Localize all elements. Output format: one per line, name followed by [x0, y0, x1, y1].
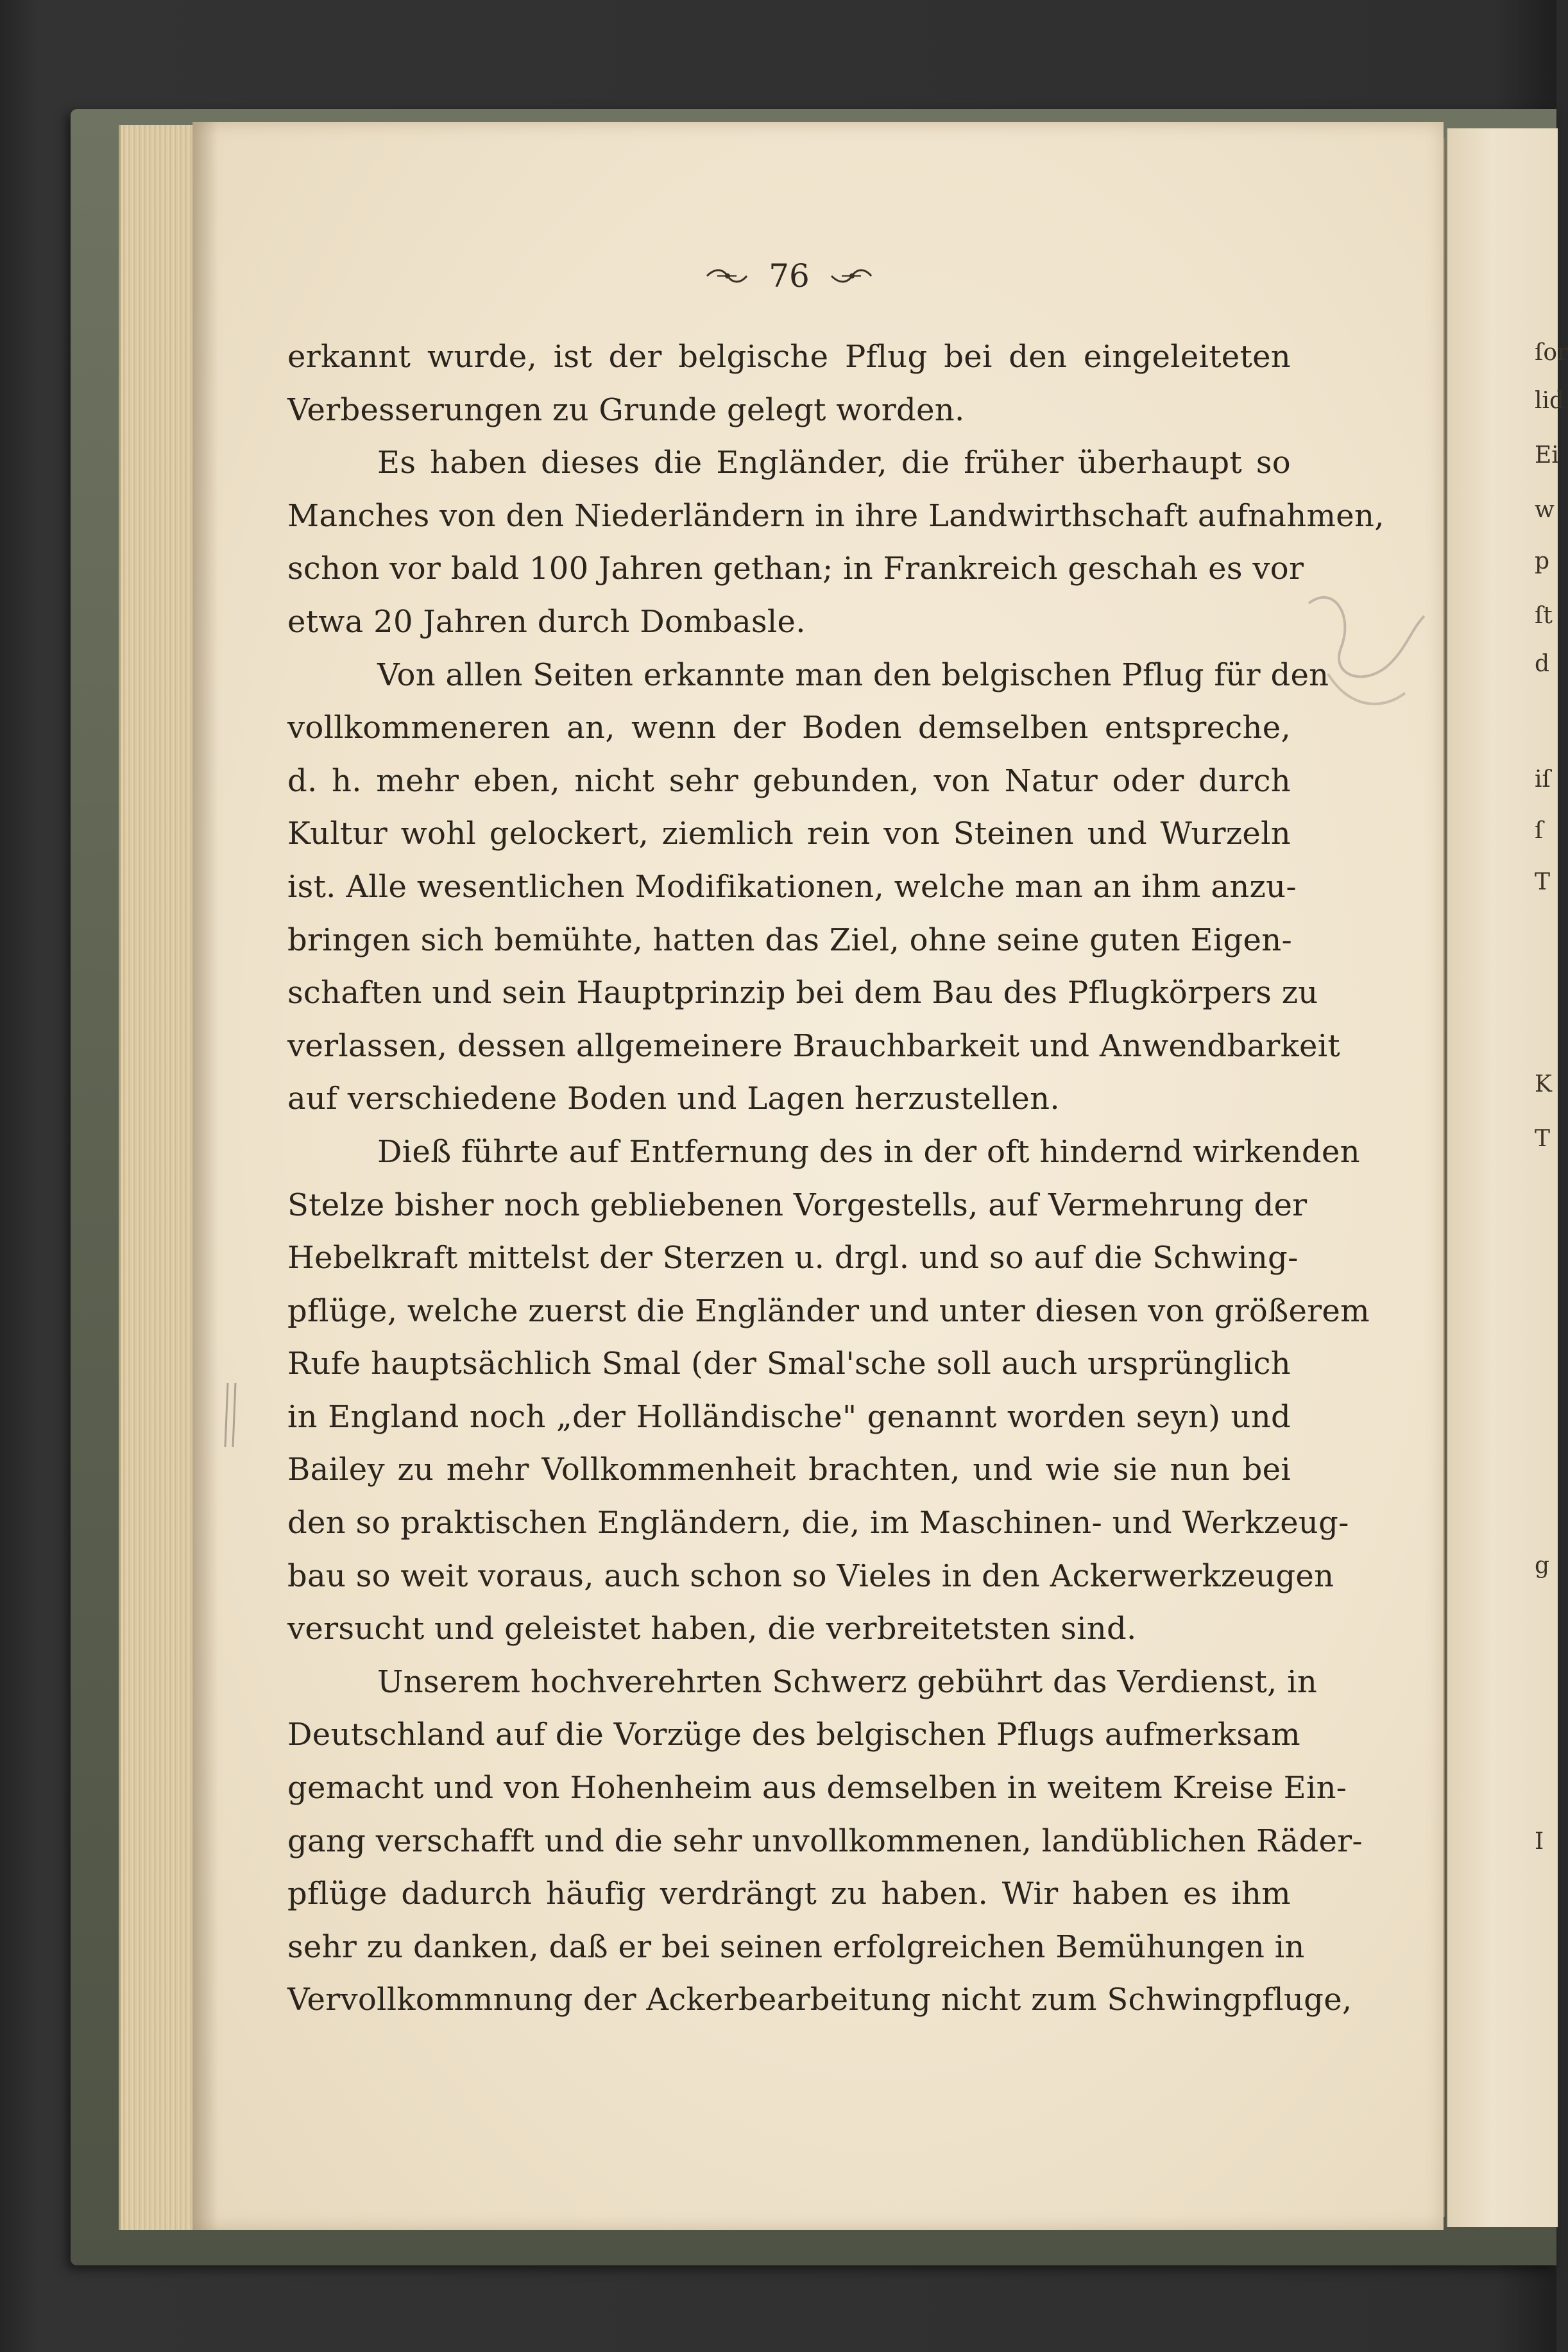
text-line: erkannt wurde, ist der belgische Pflug bei den eingeleiteten — [287, 339, 1291, 375]
text-line: sehr zu danken, daß er bei seinen erfolgreichen Bemühungen in — [287, 1928, 1305, 1965]
facing-page-letter: Ei — [1535, 442, 1559, 468]
text-line: in England noch „der Holländische" genannt worden seyn) und — [287, 1398, 1291, 1435]
text-line: ist. Alle wesentlichen Modifikationen, welche man an ihm anzu- — [287, 868, 1297, 905]
facing-page-letter: w — [1535, 497, 1555, 523]
text-line: bringen sich bemühte, hatten das Ziel, ohne seine guten Eigen- — [287, 922, 1292, 958]
text-line: schon vor bald 100 Jahren gethan; in Frankreich geschah es vor — [287, 551, 1304, 587]
text-line: etwa 20 Jahren durch Dombasle. — [287, 603, 806, 640]
facing-page-letter: T — [1535, 1126, 1551, 1152]
text-line: Dieß führte auf Entfernung des in der oft hindernd wirkenden — [377, 1133, 1360, 1170]
text-line: Stelze bisher noch gebliebenen Vorgestells, auf Vermehrung der — [287, 1187, 1308, 1223]
text-line: den so praktischen Engländern, die, im Maschinen- und Werkzeug- — [287, 1505, 1349, 1541]
text-line: versucht und geleistet haben, die verbreitetsten sind. — [287, 1611, 1137, 1647]
text-line: Manches von den Niederländern in ihre Landwirthschaft aufnahmen, — [287, 497, 1385, 534]
text-line: gemacht und von Hohenheim aus demselben in weitem Kreise Ein- — [287, 1770, 1347, 1807]
text-line: Bailey zu mehr Vollkommenheit brachten, und wie sie nun bei — [287, 1452, 1291, 1488]
right-ornament-icon — [829, 264, 874, 288]
pencil-scribble-icon — [1296, 578, 1437, 732]
page-edge-stack — [119, 125, 198, 2230]
text-line: Unserem hochverehrten Schwerz gebührt das Verdienst, in — [377, 1663, 1318, 1700]
facing-page-letter: iſ — [1535, 766, 1551, 793]
text-line: Deutschland auf die Vorzüge des belgischen Pflugs aufmerksam — [287, 1717, 1300, 1753]
facing-page-letter: g — [1535, 1552, 1550, 1579]
text-line: Es haben dieses die Engländer, die früher überhaupt so — [377, 445, 1291, 481]
text-line: Kultur wohl gelockert, ziemlich rein von Steinen und Wurzeln — [287, 816, 1291, 852]
page-number: 76 — [769, 257, 810, 295]
body-text — [287, 330, 1385, 2027]
facing-page-letter: ſor — [1535, 339, 1568, 366]
facing-page-letter: d — [1535, 651, 1550, 677]
text-line: gang verschafft und die sehr unvollkommenen, landüblichen Räder- — [287, 1823, 1363, 1859]
text-line: d. h. mehr eben, nicht sehr gebunden, von Natur oder durch — [287, 762, 1291, 799]
facing-page-letter: K — [1535, 1071, 1552, 1097]
text-line: Verbesserungen zu Grunde gelegt worden. — [287, 391, 965, 428]
text-line: vollkommeneren an, wenn der Boden demselben entspreche, — [287, 710, 1291, 746]
text-line: Rufe hauptsächlich Smal (der Smal'sche soll auch ursprünglich — [287, 1346, 1291, 1382]
facing-page-letter: ſ — [1535, 818, 1544, 844]
facing-page-letter: p — [1535, 548, 1550, 574]
text-line: pflüge, welche zuerst die Engländer und unter diesen von größerem — [287, 1292, 1370, 1329]
left-ornament-icon — [704, 264, 749, 288]
facing-page-letter: I — [1535, 1828, 1544, 1855]
gutter-line — [1444, 138, 1445, 2217]
facing-page-letter: lid — [1535, 388, 1565, 414]
facing-page-letter: T — [1535, 869, 1551, 895]
text-line: Vervollkommnung der Ackerbearbeitung nicht zum Schwingpfluge, — [287, 1982, 1352, 2018]
page-header — [680, 253, 898, 298]
text-line: pflüge dadurch häufig verdrängt zu haben. Wir haben es ihm — [287, 1876, 1291, 1912]
text-line: schaften und sein Hauptprinzip bei dem Bau des Pflugkörpers zu — [287, 975, 1318, 1011]
text-line: Von allen Seiten erkannte man den belgischen Pflug für den — [377, 657, 1329, 693]
text-line: Hebelkraft mittelst der Sterzen u. drgl. und so auf die Schwing- — [287, 1240, 1299, 1276]
pencil-margin-mark-icon — [221, 1380, 241, 1450]
text-line: auf verschiedene Boden und Lagen herzustellen. — [287, 1081, 1060, 1117]
text-line: verlassen, dessen allgemeinere Brauchbarkeit und Anwendbarkeit — [287, 1027, 1340, 1064]
facing-page-letter: ſt — [1535, 603, 1553, 629]
text-line: bau so weit voraus, auch schon so Vieles in den Ackerwerkzeugen — [287, 1558, 1334, 1594]
page-binding-shadow — [192, 122, 218, 2230]
